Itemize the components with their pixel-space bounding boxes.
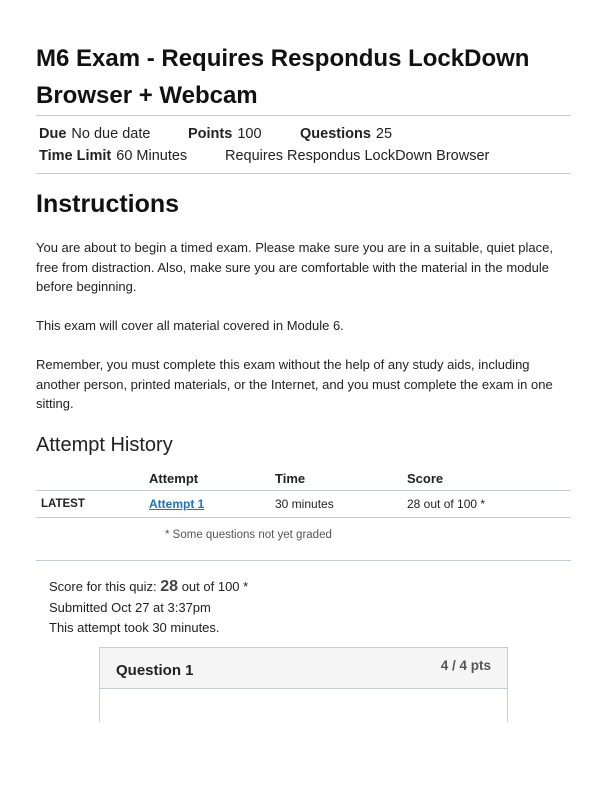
time-limit-value: 60 Minutes [116, 148, 188, 164]
table-divider [36, 517, 571, 518]
divider [36, 173, 571, 174]
question-title: Question 1 [116, 662, 194, 679]
latest-label: LATEST [41, 498, 85, 510]
instructions-paragraph: You are about to begin a timed exam. Please make sure you are in a suitable, quiet place, free from distraction. Also, make sure you are comfortable with the material in the module before beginning. [36, 240, 553, 294]
attempt-history-heading: Attempt History [36, 434, 173, 456]
attempt-link[interactable]: Attempt 1 [149, 497, 205, 511]
column-header-time: Time [275, 471, 306, 486]
attempt-duration: This attempt took 30 minutes. [49, 620, 220, 635]
column-header-score: Score [407, 471, 444, 486]
questions-info [300, 125, 392, 143]
lockdown-note: Requires Respondus LockDown Browser [225, 148, 490, 164]
points-value: 100 [237, 126, 262, 142]
score-suffix: out of 100 * [181, 579, 249, 594]
divider [36, 115, 571, 116]
instructions-paragraph: This exam will cover all material covered in Module 6. [36, 318, 344, 333]
question-points: 4 / 4 pts [440, 658, 491, 673]
time-limit-info [39, 147, 187, 165]
page-bottom-margin [0, 722, 606, 800]
submitted-time: Submitted Oct 27 at 3:37pm [49, 600, 211, 615]
points-label: Points [188, 126, 233, 142]
instructions-heading: Instructions [36, 190, 180, 218]
attempt-score: 28 out of 100 * [407, 497, 486, 511]
time-limit-label: Time Limit [39, 148, 112, 164]
attempt-time: 30 minutes [275, 497, 334, 511]
due-value: No due date [71, 126, 151, 142]
divider [36, 560, 571, 561]
score-prefix: Score for this quiz: [49, 579, 157, 594]
due-info [39, 125, 150, 143]
due-label: Due [39, 126, 67, 142]
question-header [100, 648, 507, 689]
questions-label: Questions [300, 126, 371, 142]
column-header-attempt: Attempt [149, 471, 199, 486]
quiz-score-line [49, 578, 248, 596]
questions-value: 25 [375, 126, 393, 142]
table-divider [36, 490, 571, 491]
points-info [188, 125, 262, 143]
instructions-paragraph: Remember, you must complete this exam without the help of any study aids, including another person, printed materials, or the Internet, and you must complete the exam in one sitting. [36, 357, 553, 411]
quiz-title: M6 Exam - Requires Respondus LockDown Browser + Webcam [36, 45, 530, 109]
grading-footnote: * Some questions not yet graded [165, 529, 332, 541]
score-value: 28 [160, 578, 179, 595]
